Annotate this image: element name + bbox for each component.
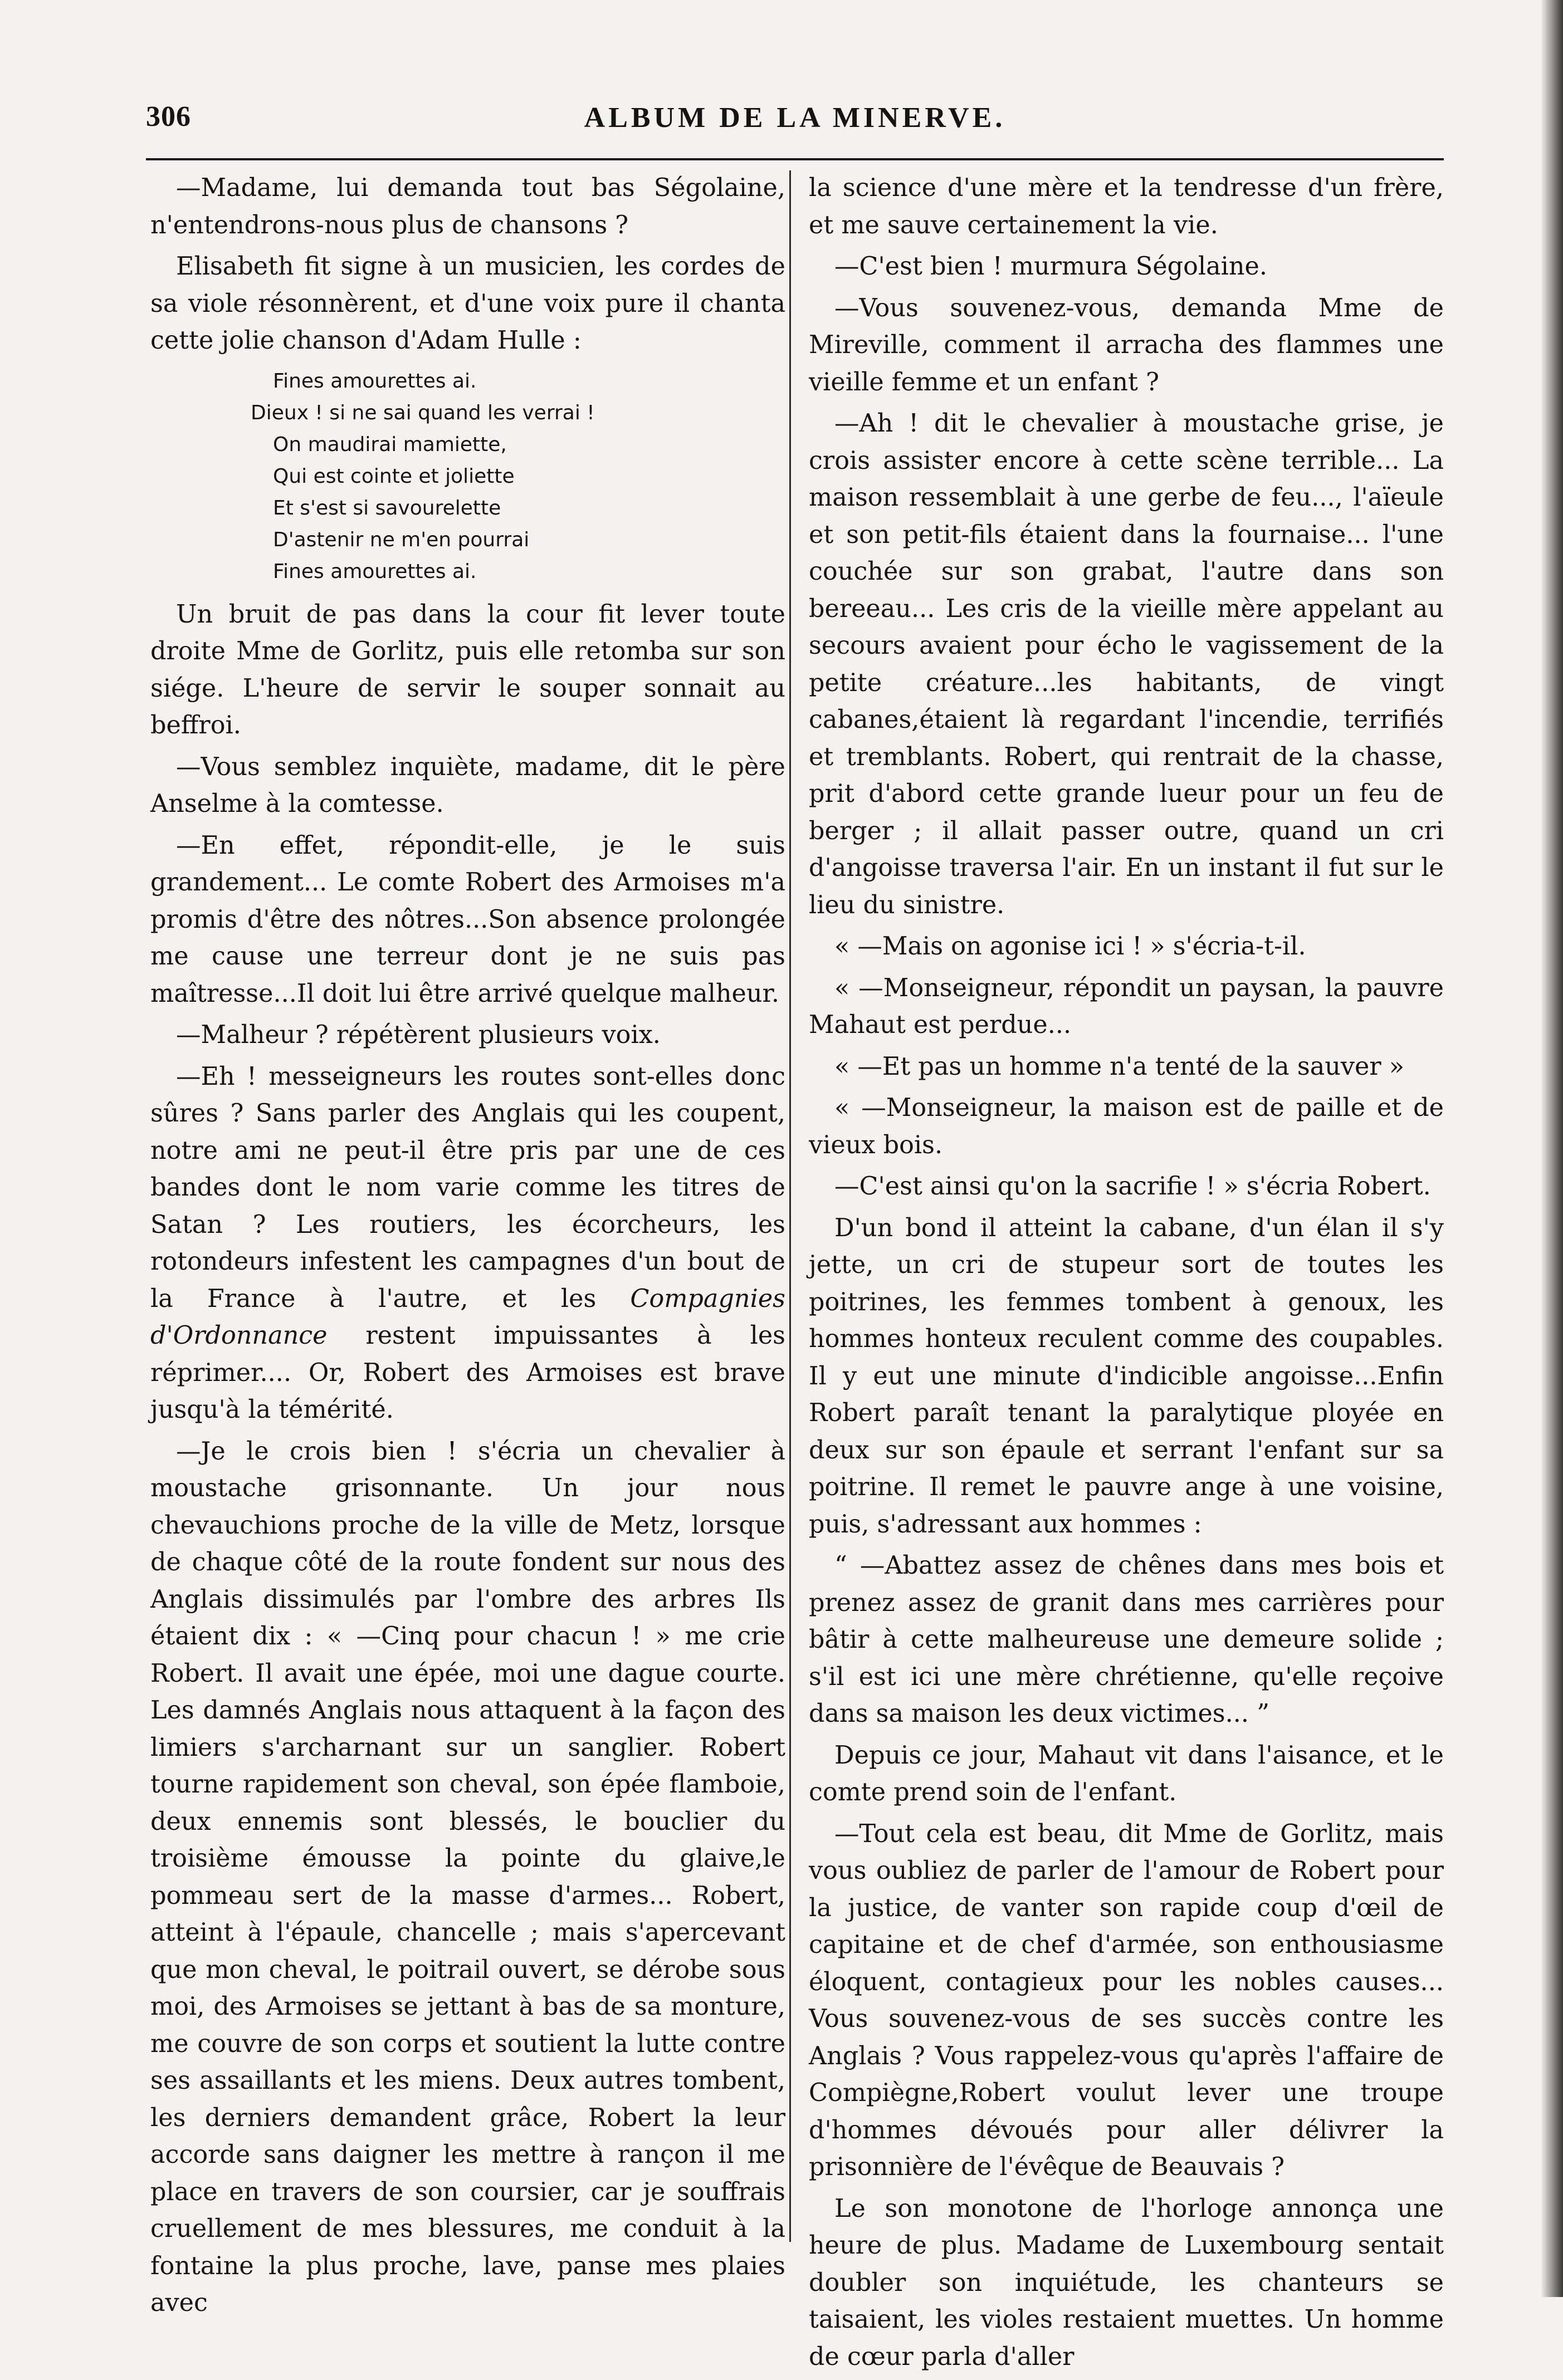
paragraph: —Tout cela est beau, dit Mme de Gorlitz, mais vous oubliez de parler de l'amour de Robert pour la justice, de vanter son rapide coup d'œil de capitaine et de chef d'armée, son enthousiasme éloquent, contagieux pour les nobles causes... Vous souvenez-vous de ses succès contre les Anglais ? Vous rappelez-vous qu'après l'affaire de Compiègne,Robert voulut lever une troupe d'hommes dévoués pour aller délivrer la prisonnière de l'évêque de Beauvais ? — [809, 1819, 1444, 2181]
paragraph: —C'est bien ! murmura Ségolaine. — [834, 252, 1268, 281]
column-divider — [789, 170, 791, 2242]
paragraph: « —Monseigneur, répondit un paysan, la pauvre Mahaut est perdue... — [809, 973, 1444, 1039]
poem-verse: On maudirai mamiette, — [273, 433, 507, 456]
page-header — [146, 100, 1444, 145]
paragraph: —Vous semblez inquiète, madame, dit le père Anselme à la comtesse. — [150, 752, 785, 818]
paragraph: —C'est ainsi qu'on la sacrifie ! » s'écria Robert. — [834, 1172, 1431, 1201]
paragraph: —Vous souvenez-vous, demanda Mme de Mireville, comment il arracha des flammes une vieille femme et un enfant ? — [809, 293, 1444, 396]
paragraph: la science d'une mère et la tendresse d'un frère, et me sauve certainement la vie. — [809, 174, 1444, 239]
text-run: restent impuissantes à les réprimer.... Or, Robert des Armoises est brave jusqu'à la témérité. — [150, 1321, 785, 1424]
paragraph: D'un bond il atteint la cabane, d'un élan il s'y jette, un cri de stupeur sort de toutes les poitrines, les femmes tombent à genoux, les hommes honteux reculent comme des coupables. Il y eut une minute d'indicible angoisse...Enfin Robert paraît tenant la paralytique ployée en deux sur son épaule et serrant l'enfant sur sa poitrine. Il remet le pauvre ange à une voisine, puis, s'adressant aux hommes : — [809, 1213, 1444, 1539]
paragraph: « —Monseigneur, la maison est de paille et de vieux bois. — [809, 1094, 1444, 1159]
paragraph: —Madame, lui demanda tout bas Ségolaine, n'entendrons-nous plus de chansons ? — [150, 174, 785, 239]
poem-verse: Qui est cointe et joliette — [273, 464, 515, 488]
poem-verse: Fines amourettes ai. — [273, 369, 477, 393]
poem-verse: Fines amourettes ai. — [273, 560, 477, 583]
poem-verse: D'astenir ne m'en pourrai — [273, 528, 530, 551]
paragraph: Un bruit de pas dans la cour fit lever toute droite Mme de Gorlitz, puis elle retomba sur son siége. L'heure de servir le souper sonnait au beffroi. — [150, 600, 785, 740]
poem — [251, 365, 785, 587]
header-rule — [146, 158, 1444, 160]
paragraph: —En effet, répondit-elle, je le suis grandement... Le comte Robert des Armoises m'a promis d'être des nôtres...Son absence prolongée me cause une terreur dont je ne suis pas maîtresse...Il doit lui être arrivé quelque malheur. — [150, 831, 785, 1008]
paragraph: —Je le crois bien ! s'écria un chevalier à moustache grisonnante. Un jour nous chevauchions proche de la ville de Metz, lorsque de chaque côté de la route fondent sur nous des Anglais dissimulés par l'ombre des arbres Ils étaient dix : « —Cinq pour chacun ! » me crie Robert. Il avait une épée, moi une dague courte. Les damnés Anglais nous attaquent à la façon des limiers s'archarnant sur un sanglier. Robert tourne rapidement son cheval, son épée flamboie, deux ennemis sont blessés, le bouclier du troisième émousse la pointe du glaive,le pommeau sert de la masse d'armes... Robert, atteint à l'épaule, chancelle ; mais s'apercevant que mon cheval, le poitrail ouvert, se dérobe sous moi, des Armoises se jettant à bas de sa monture, me couvre de son corps et soutient la lutte contre ses assaillants et les miens. Deux autres tombent, les derniers demandent grâce, Robert la leur accorde sans daigner les mettre à rançon il me place en travers de son coursier, car je souffrais cruellement de mes blessures, me conduit à la fontaine la plus proche, lave, panse mes plaies avec — [150, 1437, 785, 2317]
paragraph: Depuis ce jour, Mahaut vit dans l'aisance, et le comte prend soin de l'enfant. — [809, 1741, 1444, 1806]
page-number: 306 — [146, 101, 191, 133]
poem-verse: Dieux ! si ne sai quand les verrai ! — [251, 401, 595, 424]
paragraph: Elisabeth fit signe à un musicien, les cordes de sa viole résonnèrent, et d'une voix pure il chanta cette jolie chanson d'Adam Hulle : — [150, 252, 785, 355]
paragraph: —Malheur ? répétèrent plusieurs voix. — [176, 1021, 661, 1049]
italic-title: Compagnies d'Ordonnance — [150, 1284, 785, 1350]
text-run: —Eh ! messeigneurs les routes sont-elles donc sûres ? Sans parler des Anglais qui les coupent, notre ami ne peut-il être pris par une de ces bandes dont le nom varie comme les titres de Satan ? Les routiers, les écorcheurs, les rotondeurs infestent les campagnes d'un bout de la France à l'autre, et les — [150, 1062, 785, 1313]
paragraph: « —Et pas un homme n'a tenté de la sauver » — [834, 1052, 1405, 1081]
running-title: ALBUM DE LA MINERVE. — [584, 102, 1006, 134]
paragraph: « —Mais on agonise ici ! » s'écria-t-il. — [834, 932, 1306, 961]
paragraph — [150, 1059, 785, 1429]
paragraph: “ —Abattez assez de chênes dans mes bois et prenez assez de granit dans mes carrières pour bâtir à cette malheureuse une demeure solide ; s'il est ici une mère chrétienne, qu'elle reçoive dans sa maison les deux victimes... ” — [809, 1551, 1444, 1728]
right-column — [809, 170, 1444, 2380]
left-column — [150, 170, 785, 2327]
page-edge-shadow — [1541, 0, 1563, 2297]
paragraph: —Ah ! dit le chevalier à moustache grise, je crois assister encore à cette scène terrible... La maison ressemblait à une gerbe de feu..., l'aïeule et son petit-fils étaient dans la fournaise... l'une couchée sur son grabat, l'autre dans son bereeau... Les cris de la vieille mère appelant au secours avaient pour écho le vagissement de la petite créature...les habitants, de vingt cabanes,étaient là regardant l'incendie, terrifiés et tremblants. Robert, qui rentrait de la chasse, prit d'abord cette grande lueur pour un feu de berger ; il allait passer outre, quand un cri d'angoisse traversa l'air. En un instant il fut sur le lieu du sinistre. — [809, 409, 1444, 919]
paragraph: Le son monotone de l'horloge annonça une heure de plus. Madame de Luxembourg sentait doubler son inquiétude, les chanteurs se taisaient, les violes restaient muettes. Un homme de cœur parla d'aller — [809, 2194, 1444, 2371]
poem-verse: Et s'est si savourelette — [273, 496, 501, 520]
